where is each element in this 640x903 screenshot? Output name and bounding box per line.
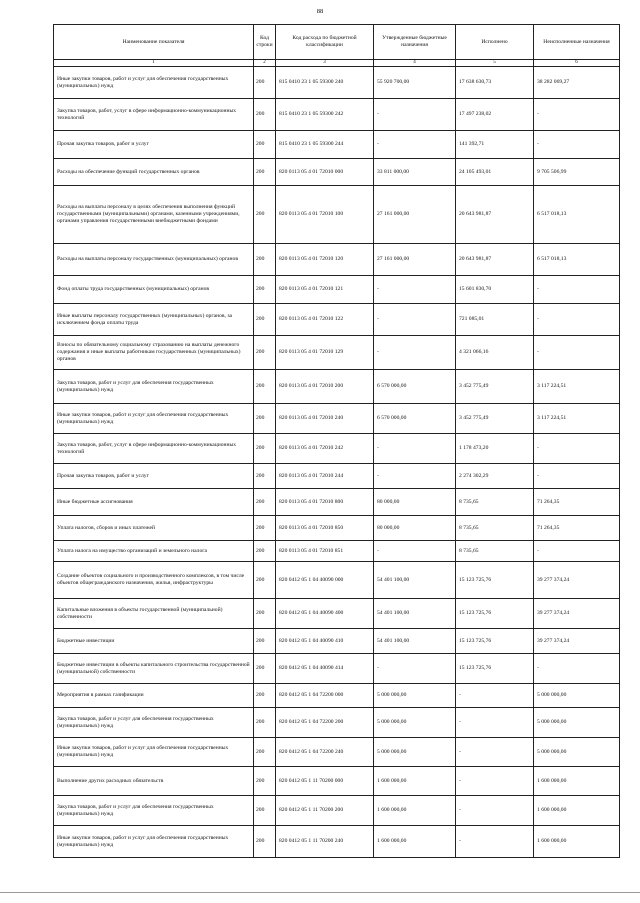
row-line-code: 200 <box>254 67 276 99</box>
row-name: Создание объектов социального и производственного комплексов, в том числе объектов общегражданского назначения, жилья, инфраструктуры <box>54 562 254 599</box>
table-row <box>54 767 620 796</box>
row-budget-code: 820 0113 05 4 01 72010 800 <box>276 489 374 516</box>
row-approved: 54 401 100,00 <box>374 599 456 629</box>
row-unexecuted: - <box>534 654 620 684</box>
row-budget-code: 820 0113 05 4 01 72010 100 <box>276 186 374 244</box>
row-budget-code: 820 0113 05 4 01 72010 850 <box>276 516 374 541</box>
row-line-code: 200 <box>254 599 276 629</box>
row-budget-code: 820 0412 05 1 04 40090 410 <box>276 629 374 654</box>
column-number: 2 <box>254 60 276 67</box>
row-line-code: 200 <box>254 708 276 738</box>
row-unexecuted: 3 117 224,51 <box>534 370 620 404</box>
row-line-code: 200 <box>254 767 276 796</box>
row-approved: 27 161 000,00 <box>374 186 456 244</box>
row-line-code: 200 <box>254 629 276 654</box>
row-unexecuted: 39 277 374,24 <box>534 629 620 654</box>
page-number: 88 <box>316 8 324 15</box>
row-approved: 55 920 700,00 <box>374 67 456 99</box>
row-budget-code: 820 0113 05 4 01 72010 242 <box>276 434 374 464</box>
row-budget-code: 815 0410 23 1 05 59300 242 <box>276 99 374 131</box>
row-budget-code: 820 0113 05 4 01 72010 240 <box>276 404 374 434</box>
row-executed: - <box>456 826 534 858</box>
row-executed: 8 735,65 <box>456 489 534 516</box>
row-line-code: 200 <box>254 541 276 562</box>
table-row <box>54 708 620 738</box>
row-approved: 33 811 000,00 <box>374 159 456 186</box>
row-name: Иные закупки товаров, работ и услуг для обеспечения государственных (муниципальных) нужд <box>54 826 254 858</box>
row-name: Закупка товаров, работ и услуг для обеспечения государственных (муниципальных) нужд <box>54 708 254 738</box>
row-unexecuted: 5 000 000,00 <box>534 738 620 767</box>
row-executed: 17 638 630,73 <box>456 67 534 99</box>
row-approved: - <box>374 99 456 131</box>
row-name: Капитальные вложения в объекты государственной (муниципальной) собственности <box>54 599 254 629</box>
table-row <box>54 304 620 336</box>
row-approved: 5 000 000,00 <box>374 738 456 767</box>
table-row <box>54 489 620 516</box>
row-executed: 8 735,65 <box>456 541 534 562</box>
row-line-code: 200 <box>254 489 276 516</box>
header-row <box>54 25 620 60</box>
table-row <box>54 684 620 708</box>
row-name: Иные выплаты персоналу государственных (муниципальных) органов, за исключением фонда оплаты труда <box>54 304 254 336</box>
row-budget-code: 820 0412 05 1 04 40090 000 <box>276 562 374 599</box>
row-executed: - <box>456 738 534 767</box>
row-line-code: 200 <box>254 304 276 336</box>
row-approved: - <box>374 541 456 562</box>
row-line-code: 200 <box>254 131 276 159</box>
row-budget-code: 820 0412 05 1 04 72200 240 <box>276 738 374 767</box>
row-approved: 5 000 000,00 <box>374 708 456 738</box>
row-executed: 8 735,65 <box>456 516 534 541</box>
row-name: Закупка товаров, работ и услуг для обеспечения государственных (муниципальных) нужд <box>54 796 254 826</box>
row-unexecuted: 1 600 000,00 <box>534 796 620 826</box>
row-approved: - <box>374 131 456 159</box>
row-unexecuted: 71 264,35 <box>534 516 620 541</box>
row-unexecuted: - <box>534 541 620 562</box>
row-name: Иные закупки товаров, работ и услуг для обеспечения государственных (муниципальных) нужд <box>54 404 254 434</box>
column-number-row <box>54 60 620 67</box>
row-name: Взносы по обязательному социальному страхованию на выплаты денежного содержания и иные выплаты работникам государственных (муниципальных) органов <box>54 336 254 370</box>
table-row <box>54 738 620 767</box>
row-executed: 17 497 238,02 <box>456 99 534 131</box>
row-line-code: 200 <box>254 684 276 708</box>
table-row <box>54 99 620 131</box>
row-approved: 1 600 000,00 <box>374 826 456 858</box>
column-number: 5 <box>456 60 534 67</box>
row-approved: - <box>374 276 456 304</box>
row-unexecuted: 5 000 000,00 <box>534 708 620 738</box>
row-budget-code: 820 0113 05 4 01 72010 200 <box>276 370 374 404</box>
row-executed: - <box>456 796 534 826</box>
row-name: Уплата налога на имущество организаций и земельного налога <box>54 541 254 562</box>
row-line-code: 200 <box>254 186 276 244</box>
row-name: Прочая закупка товаров, работ и услуг <box>54 464 254 489</box>
row-budget-code: 820 0412 05 1 04 40090 400 <box>276 599 374 629</box>
row-budget-code: 820 0113 05 4 01 72010 000 <box>276 159 374 186</box>
row-name: Иные закупки товаров, работ и услуг для обеспечения государственных (муниципальных) нужд <box>54 738 254 767</box>
row-line-code: 200 <box>254 336 276 370</box>
row-unexecuted: - <box>534 131 620 159</box>
row-name: Иные бюджетные ассигнования <box>54 489 254 516</box>
row-name: Закупка товаров, работ, услуг в сфере информационно-коммуникационных технологий <box>54 434 254 464</box>
row-budget-code: 820 0412 05 1 11 70200 240 <box>276 826 374 858</box>
row-unexecuted: - <box>534 464 620 489</box>
table-row <box>54 654 620 684</box>
row-budget-code: 820 0412 05 1 11 70200 200 <box>276 796 374 826</box>
row-line-code: 200 <box>254 434 276 464</box>
row-name: Прочая закупка товаров, работ и услуг <box>54 131 254 159</box>
table-row <box>54 562 620 599</box>
row-executed: 15 123 725,76 <box>456 562 534 599</box>
row-line-code: 200 <box>254 826 276 858</box>
table-row <box>54 67 620 99</box>
row-approved: - <box>374 654 456 684</box>
row-executed: 15 123 725,76 <box>456 629 534 654</box>
budget-execution-table <box>53 24 620 858</box>
header-approved: Утвержденные бюджетные назначения <box>374 25 456 60</box>
row-budget-code: 820 0113 05 4 01 72010 851 <box>276 541 374 562</box>
row-line-code: 200 <box>254 404 276 434</box>
row-budget-code: 815 0410 23 1 05 59300 240 <box>276 67 374 99</box>
row-budget-code: 820 0113 05 4 01 72010 129 <box>276 336 374 370</box>
row-line-code: 200 <box>254 516 276 541</box>
row-budget-code: 820 0412 05 1 04 72200 000 <box>276 684 374 708</box>
table-row <box>54 131 620 159</box>
row-line-code: 200 <box>254 244 276 276</box>
row-executed: 141 392,71 <box>456 131 534 159</box>
table-row <box>54 186 620 244</box>
row-unexecuted: - <box>534 99 620 131</box>
table-row <box>54 159 620 186</box>
row-name: Закупка товаров, работ, услуг в сфере информационно-коммуникационных технологий <box>54 99 254 131</box>
row-unexecuted: 1 600 000,00 <box>534 767 620 796</box>
row-executed: 20 643 981,87 <box>456 186 534 244</box>
row-line-code: 200 <box>254 796 276 826</box>
row-unexecuted: 9 705 506,99 <box>534 159 620 186</box>
row-budget-code: 815 0410 23 1 05 59300 244 <box>276 131 374 159</box>
row-name: Расходы на выплаты персоналу в целях обеспечения выполнения функций государственными (муниципальными) органами, казенными учреждениями, органами управления государственными внебюджетными фондами <box>54 186 254 244</box>
row-approved: - <box>374 464 456 489</box>
row-unexecuted: - <box>534 434 620 464</box>
row-line-code: 200 <box>254 99 276 131</box>
row-budget-code: 820 0113 05 4 01 72010 120 <box>276 244 374 276</box>
column-number: 3 <box>276 60 374 67</box>
row-approved: 54 401 100,00 <box>374 562 456 599</box>
header-budget-code: Код расхода по бюджетной классификации <box>276 25 374 60</box>
row-line-code: 200 <box>254 159 276 186</box>
table-row <box>54 599 620 629</box>
row-executed: 15 123 725,76 <box>456 654 534 684</box>
table-row <box>54 629 620 654</box>
table-row <box>54 276 620 304</box>
table-row <box>54 244 620 276</box>
row-approved: 6 570 000,00 <box>374 370 456 404</box>
column-number: 4 <box>374 60 456 67</box>
row-line-code: 200 <box>254 654 276 684</box>
row-line-code: 200 <box>254 738 276 767</box>
table-row <box>54 516 620 541</box>
row-unexecuted: - <box>534 336 620 370</box>
header-name: Наименование показателя <box>54 25 254 60</box>
row-unexecuted: 6 517 018,13 <box>534 244 620 276</box>
header-unexecuted: Неисполненные назначения <box>534 25 620 60</box>
row-executed: 4 321 066,16 <box>456 336 534 370</box>
row-budget-code: 820 0412 05 1 04 72200 200 <box>276 708 374 738</box>
row-approved: - <box>374 304 456 336</box>
table-row <box>54 434 620 464</box>
table-row <box>54 464 620 489</box>
header-line-code: Код строки <box>254 25 276 60</box>
row-name: Иные закупки товаров, работ и услуг для обеспечения государственных (муниципальных) нужд <box>54 67 254 99</box>
row-name: Выполнение других расходных обязательств <box>54 767 254 796</box>
row-line-code: 200 <box>254 464 276 489</box>
row-executed: - <box>456 708 534 738</box>
row-executed: 15 123 725,76 <box>456 599 534 629</box>
table-row <box>54 404 620 434</box>
row-unexecuted: - <box>534 276 620 304</box>
row-approved: - <box>374 336 456 370</box>
row-unexecuted: 6 517 018,13 <box>534 186 620 244</box>
row-unexecuted: 39 277 374,24 <box>534 562 620 599</box>
row-executed: 20 643 981,87 <box>456 244 534 276</box>
row-executed: 15 601 830,70 <box>456 276 534 304</box>
row-executed: 24 105 493,01 <box>456 159 534 186</box>
row-unexecuted: - <box>534 304 620 336</box>
row-name: Бюджетные инвестиции <box>54 629 254 654</box>
row-executed: 1 178 473,20 <box>456 434 534 464</box>
row-name: Фонд оплаты труда государственных (муниципальных) органов <box>54 276 254 304</box>
row-executed: 3 452 775,49 <box>456 370 534 404</box>
row-unexecuted: 5 000 000,00 <box>534 684 620 708</box>
row-name: Мероприятия в рамках газификации <box>54 684 254 708</box>
row-executed: - <box>456 767 534 796</box>
row-line-code: 200 <box>254 562 276 599</box>
row-approved: 80 000,00 <box>374 489 456 516</box>
row-budget-code: 820 0113 05 4 01 72010 122 <box>276 304 374 336</box>
row-budget-code: 820 0113 05 4 01 72010 121 <box>276 276 374 304</box>
row-budget-code: 820 0113 05 4 01 72010 244 <box>276 464 374 489</box>
row-name: Уплата налогов, сборов и иных платежей <box>54 516 254 541</box>
row-unexecuted: 38 282 069,27 <box>534 67 620 99</box>
row-name: Закупка товаров, работ и услуг для обеспечения государственных (муниципальных) нужд <box>54 370 254 404</box>
column-number: 1 <box>54 60 254 67</box>
table-row <box>54 796 620 826</box>
row-unexecuted: 1 600 000,00 <box>534 826 620 858</box>
row-name: Расходы на выплаты персоналу государственных (муниципальных) органов <box>54 244 254 276</box>
row-approved: - <box>374 434 456 464</box>
row-name: Бюджетные инвестиции в объекты капитального строительства государственной (муниципальной) собственности <box>54 654 254 684</box>
row-executed: 3 452 775,49 <box>456 404 534 434</box>
row-unexecuted: 3 117 224,51 <box>534 404 620 434</box>
header-executed: Исполнено <box>456 25 534 60</box>
row-unexecuted: 71 264,35 <box>534 489 620 516</box>
row-approved: 1 600 000,00 <box>374 767 456 796</box>
row-budget-code: 820 0412 05 1 11 70200 000 <box>276 767 374 796</box>
table-row <box>54 370 620 404</box>
row-executed: 2 274 302,29 <box>456 464 534 489</box>
row-budget-code: 820 0412 05 1 04 40090 414 <box>276 654 374 684</box>
row-executed: - <box>456 684 534 708</box>
row-approved: 1 600 000,00 <box>374 796 456 826</box>
bottom-rule <box>0 892 640 893</box>
row-name: Расходы на обеспечение функций государственных органов <box>54 159 254 186</box>
row-approved: 5 000 000,00 <box>374 684 456 708</box>
table-row <box>54 541 620 562</box>
row-unexecuted: 39 277 374,24 <box>534 599 620 629</box>
row-line-code: 200 <box>254 276 276 304</box>
table-row <box>54 826 620 858</box>
table-row <box>54 336 620 370</box>
row-line-code: 200 <box>254 370 276 404</box>
row-approved: 6 570 000,00 <box>374 404 456 434</box>
row-approved: 80 000,00 <box>374 516 456 541</box>
row-approved: 54 401 100,00 <box>374 629 456 654</box>
row-approved: 27 161 000,00 <box>374 244 456 276</box>
row-executed: 721 085,01 <box>456 304 534 336</box>
column-number: 6 <box>534 60 620 67</box>
